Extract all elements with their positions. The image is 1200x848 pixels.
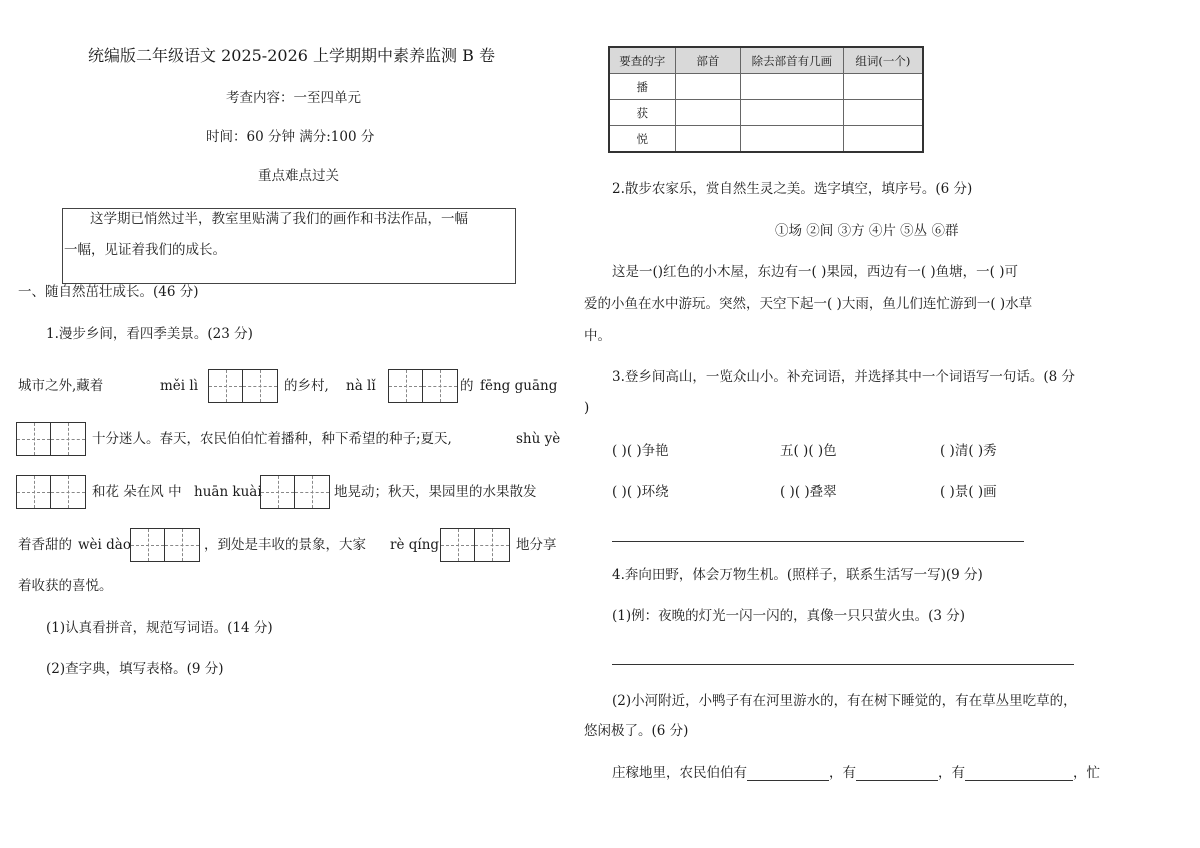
answer-cell[interactable] bbox=[675, 74, 741, 100]
q3-word: ( )( )叠翠 bbox=[780, 484, 837, 500]
fill-text: 庄稼地里，农民伯伯有 bbox=[612, 765, 747, 781]
q2-options: ①场 ②间 ③方 ④片 ⑤丛 ⑥群 bbox=[775, 223, 959, 239]
exam-title: 统编版二年级语文 2025-2026 上学期期中素养监测 B 卷 bbox=[88, 46, 495, 65]
passage-text: 的乡村, bbox=[284, 378, 329, 394]
table-cell: 获 bbox=[609, 100, 675, 126]
writing-grid[interactable] bbox=[16, 422, 86, 456]
writing-grid[interactable] bbox=[208, 369, 278, 403]
passage-text: 十分迷人。春天，农民伯伯忙着播种，种下希望的种子;夏天, bbox=[92, 431, 452, 447]
q3-word: ( )景( )画 bbox=[940, 484, 997, 500]
pinyin: shù yè bbox=[516, 431, 561, 447]
q3-title-end: ) bbox=[584, 400, 590, 416]
fill-blank[interactable] bbox=[965, 780, 1073, 781]
pinyin: měi lì bbox=[160, 378, 199, 394]
intro-line-1: 这学期已悄然过半，教室里贴满了我们的画作和书法作品，一幅 bbox=[90, 211, 468, 227]
writing-grid[interactable] bbox=[440, 528, 510, 562]
q3-word: ( )清( )秀 bbox=[940, 443, 997, 459]
pinyin: nà lǐ bbox=[346, 378, 376, 394]
exam-scope: 考查内容：一至四单元 bbox=[226, 90, 361, 106]
q4-fill-line bbox=[612, 767, 1100, 781]
passage-text: 和花 朵在风 中 bbox=[92, 484, 182, 500]
answer-line[interactable] bbox=[612, 664, 1074, 665]
pinyin: huān kuài bbox=[194, 484, 262, 500]
q2-line: 爱的小鱼在水中游玩。突然，天空下起一( )大雨，鱼儿们连忙游到一( )水草 bbox=[584, 296, 1033, 312]
q3-word: ( )( )环绕 bbox=[612, 484, 669, 500]
section-heading: 重点难点过关 bbox=[258, 168, 339, 184]
q3-word: 五( )( )色 bbox=[780, 443, 837, 459]
q3-title: 3.登乡间高山，一览众山小。补充词语，并选择其中一个词语写一句话。(8 分 bbox=[612, 369, 1076, 385]
table-header: 要查的字 bbox=[609, 47, 675, 74]
sub-question: (1)认真看拼音，规范写词语。(14 分) bbox=[46, 620, 273, 636]
q4-title: 4.奔向田野，体会万物生机。(照样子，联系生活写一写)(9 分) bbox=[612, 567, 983, 583]
pinyin: rè qíng bbox=[390, 537, 440, 553]
exam-time: 时间：60 分钟 满分:100 分 bbox=[206, 129, 375, 145]
table-cell: 悦 bbox=[609, 126, 675, 153]
answer-cell[interactable] bbox=[741, 74, 844, 100]
writing-grid[interactable] bbox=[130, 528, 200, 562]
table-row bbox=[609, 126, 923, 153]
pinyin: wèi dào bbox=[78, 537, 131, 553]
fill-blank[interactable] bbox=[747, 780, 829, 781]
dictionary-table bbox=[608, 46, 924, 153]
answer-line[interactable] bbox=[612, 541, 1024, 542]
answer-cell[interactable] bbox=[843, 126, 923, 153]
writing-grid[interactable] bbox=[388, 369, 458, 403]
q1-title: 1.漫步乡间，看四季美景。(23 分) bbox=[46, 326, 253, 342]
answer-cell[interactable] bbox=[741, 100, 844, 126]
answer-cell[interactable] bbox=[843, 100, 923, 126]
passage-text: 地晃动；秋天，果园里的水果散发 bbox=[334, 484, 537, 500]
intro-line-2: 一幅，见证着我们的成长。 bbox=[64, 242, 226, 258]
fill-text: ，有 bbox=[829, 765, 856, 781]
part1-heading: 一、随自然茁壮成长。(46 分) bbox=[18, 284, 199, 300]
answer-cell[interactable] bbox=[675, 100, 741, 126]
pinyin: fēng guāng bbox=[480, 378, 558, 394]
q4-sub1: (1)例：夜晚的灯光一闪一闪的，真像一只只萤火虫。(3 分) bbox=[612, 608, 966, 624]
q2-title: 2.散步农家乐，赏自然生灵之美。选字填空，填序号。(6 分) bbox=[612, 181, 973, 197]
fill-blank[interactable] bbox=[856, 780, 938, 781]
q3-word: ( )( )争艳 bbox=[612, 443, 669, 459]
table-header: 部首 bbox=[675, 47, 741, 74]
passage-text: 城市之外,藏着 bbox=[18, 378, 104, 394]
q4-sub2: 悠闲极了。(6 分) bbox=[584, 723, 689, 739]
answer-cell[interactable] bbox=[843, 74, 923, 100]
sub-question: (2)查字典，填写表格。(9 分) bbox=[46, 661, 224, 677]
answer-cell[interactable] bbox=[741, 126, 844, 153]
table-row bbox=[609, 74, 923, 100]
table-header: 组词(一个) bbox=[843, 47, 923, 74]
passage-text: ，到处是丰收的景象，大家 bbox=[204, 537, 366, 553]
writing-grid[interactable] bbox=[260, 475, 330, 509]
table-cell: 播 bbox=[609, 74, 675, 100]
writing-grid[interactable] bbox=[16, 475, 86, 509]
q4-sub2: (2)小河附近，小鸭子有在河里游水的，有在树下睡觉的，有在草丛里吃草的， bbox=[612, 693, 1077, 709]
passage-text: 着收获的喜悦。 bbox=[18, 578, 113, 594]
passage-text: 着香甜的 bbox=[18, 537, 72, 553]
answer-cell[interactable] bbox=[675, 126, 741, 153]
q2-line: 这是一()红色的小木屋，东边有一( )果园，西边有一( )鱼塘，一( )可 bbox=[612, 264, 1019, 280]
fill-text: ，忙 bbox=[1073, 765, 1100, 781]
passage-text: 地分享 bbox=[516, 537, 557, 553]
fill-text: ，有 bbox=[938, 765, 965, 781]
passage-text: 的 bbox=[460, 378, 474, 394]
q2-line: 中。 bbox=[584, 328, 611, 344]
table-row bbox=[609, 100, 923, 126]
table-header: 除去部首有几画 bbox=[741, 47, 844, 74]
